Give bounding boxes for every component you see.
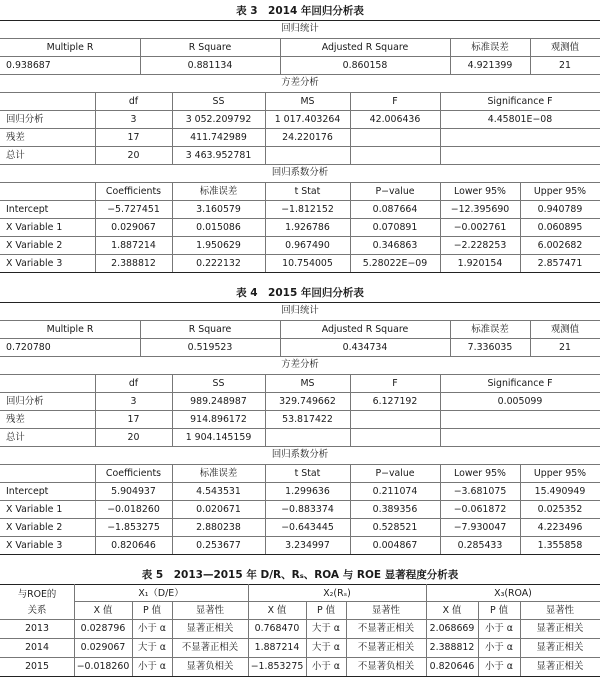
column-rule bbox=[95, 374, 96, 446]
table-cell: 0.070891 bbox=[372, 222, 418, 233]
table-cell: t Stat bbox=[294, 468, 321, 479]
table-cell: P 值 bbox=[316, 605, 335, 616]
column-rule bbox=[172, 464, 173, 554]
rule-line bbox=[0, 38, 600, 39]
rule-line bbox=[0, 92, 600, 93]
table-cell: Intercept bbox=[6, 204, 49, 215]
column-rule bbox=[350, 182, 351, 272]
column-rule bbox=[440, 182, 441, 272]
table-cell: 0.938687 bbox=[6, 60, 51, 71]
table-cell: 5.28022E−09 bbox=[362, 258, 428, 269]
table-cell: X Variable 2 bbox=[6, 522, 63, 533]
rule-line bbox=[0, 374, 600, 375]
column-rule bbox=[350, 464, 351, 554]
table-cell: Lower 95% bbox=[454, 186, 506, 197]
rule-line bbox=[0, 392, 600, 393]
table-cell: −0.883374 bbox=[281, 504, 334, 515]
table-cell: 小于 α bbox=[312, 661, 340, 672]
table-cell: 1.887214 bbox=[254, 642, 300, 653]
table-cell: 21 bbox=[559, 342, 571, 353]
table-cell: df bbox=[128, 378, 139, 389]
table-cell: Adjusted R Square bbox=[321, 324, 409, 335]
table-cell: 21 bbox=[559, 60, 571, 71]
table-cell: 0.346863 bbox=[372, 240, 418, 251]
table-caption: 表 4 2015 年回归分析表 bbox=[236, 287, 364, 299]
table-cell: 15.490949 bbox=[534, 486, 586, 497]
table-cell: 1.920154 bbox=[457, 258, 503, 269]
table-cell: SS bbox=[212, 378, 225, 389]
rule-line bbox=[0, 446, 600, 447]
section-title: 方差分析 bbox=[281, 359, 319, 370]
table-cell: Significance F bbox=[487, 378, 553, 389]
table-cell: 24.220176 bbox=[282, 132, 333, 143]
table-cell: Significance F bbox=[487, 96, 553, 107]
table-caption: 表 5 2013—2015 年 D/R、Rₛ、ROA 与 ROE 显著程度分析表 bbox=[141, 569, 459, 581]
table-cell: t Stat bbox=[294, 186, 321, 197]
section-title: 回归系数分析 bbox=[271, 449, 329, 460]
table-cell: 17 bbox=[127, 132, 140, 143]
table-cell: X Variable 3 bbox=[6, 540, 63, 551]
rule-line bbox=[0, 584, 600, 585]
table-cell: 1.926786 bbox=[285, 222, 330, 233]
table-cell: X Variable 1 bbox=[6, 504, 63, 515]
column-rule bbox=[478, 601, 479, 676]
table-cell: 0.285433 bbox=[457, 540, 503, 551]
table-cell: 4.223496 bbox=[537, 522, 583, 533]
table-cell: 2.068669 bbox=[429, 623, 475, 634]
table-cell: X₃(ROA) bbox=[494, 588, 532, 599]
rule-line bbox=[0, 200, 600, 201]
column-rule bbox=[426, 584, 427, 676]
table-cell: 1 017.403264 bbox=[274, 114, 341, 125]
table-cell: 0.029067 bbox=[111, 222, 156, 233]
table-cell: 0.434734 bbox=[342, 342, 388, 353]
table-cell: 观测值 bbox=[550, 42, 580, 53]
column-rule bbox=[350, 92, 351, 164]
table-cell: df bbox=[128, 96, 139, 107]
table-cell: 不显著正相关 bbox=[181, 642, 239, 653]
table-cell: Multiple R bbox=[46, 324, 94, 335]
table-cell: 3.234997 bbox=[285, 540, 330, 551]
rule-line bbox=[0, 56, 600, 57]
column-rule bbox=[280, 320, 281, 356]
table-cell: P 值 bbox=[489, 605, 508, 616]
column-rule bbox=[530, 38, 531, 74]
table-cell: 回归分析 bbox=[6, 396, 44, 407]
table-cell: X₁（D/E） bbox=[138, 588, 184, 599]
rule-line bbox=[0, 676, 600, 677]
table-cell: 3 463.952781 bbox=[185, 150, 252, 161]
table-cell: 0.060895 bbox=[537, 222, 583, 233]
table-cell: 0.967490 bbox=[285, 240, 330, 251]
table-cell: 20 bbox=[127, 432, 140, 443]
section-title: 方差分析 bbox=[281, 77, 319, 88]
table-cell: 2.388812 bbox=[111, 258, 156, 269]
table-cell: 0.025352 bbox=[537, 504, 583, 515]
table-cell: SS bbox=[212, 96, 225, 107]
column-rule bbox=[74, 584, 75, 676]
column-rule bbox=[95, 464, 96, 554]
column-rule bbox=[172, 182, 173, 272]
table-cell: 17 bbox=[127, 414, 140, 425]
table-cell: 2014 bbox=[25, 642, 49, 653]
column-rule bbox=[350, 374, 351, 446]
column-rule bbox=[520, 182, 521, 272]
table-cell: −2.228253 bbox=[453, 240, 507, 251]
table-cell: 0.005099 bbox=[497, 396, 543, 407]
column-rule bbox=[172, 374, 173, 446]
table-cell: 0.881134 bbox=[187, 60, 233, 71]
table-cell: 小于 α bbox=[138, 623, 166, 634]
rule-line bbox=[0, 182, 600, 183]
table-cell: X Variable 2 bbox=[6, 240, 63, 251]
table-cell: 4.543531 bbox=[196, 486, 241, 497]
column-rule bbox=[265, 374, 266, 446]
column-rule bbox=[450, 38, 451, 74]
table-cell: MS bbox=[300, 378, 315, 389]
table-cell: 残差 bbox=[6, 132, 25, 143]
table-cell: 989.248987 bbox=[190, 396, 247, 407]
table-cell: 7.336035 bbox=[467, 342, 513, 353]
table-cell: −3.681075 bbox=[453, 486, 507, 497]
table-cell: 411.742989 bbox=[190, 132, 247, 143]
table-caption: 表 3 2014 年回归分析表 bbox=[236, 5, 364, 17]
table-cell: Upper 95% bbox=[533, 468, 587, 479]
table-cell: X 值 bbox=[442, 605, 462, 616]
table-cell: 1.355858 bbox=[537, 540, 583, 551]
table-cell: R Square bbox=[188, 42, 232, 53]
table-cell: 2013 bbox=[25, 623, 49, 634]
table-cell: 2.880238 bbox=[196, 522, 241, 533]
table-cell: 总计 bbox=[6, 432, 25, 443]
table-cell: 42.006436 bbox=[369, 114, 421, 125]
table-cell: Intercept bbox=[6, 486, 49, 497]
rule-line bbox=[0, 619, 600, 620]
table-cell: X 值 bbox=[267, 605, 287, 616]
table-cell: 2.388812 bbox=[429, 642, 475, 653]
rule-line bbox=[0, 74, 600, 75]
column-rule bbox=[248, 584, 249, 676]
table-cell: 显著正相关 bbox=[536, 642, 584, 653]
table-cell: −0.018260 bbox=[107, 504, 160, 515]
table-cell: −0.018260 bbox=[76, 661, 130, 672]
table-cell: 3 bbox=[130, 114, 137, 125]
table-cell: 标准误差 bbox=[471, 42, 509, 53]
table-cell: F bbox=[392, 378, 398, 389]
table-cell: −0.643445 bbox=[281, 522, 334, 533]
column-rule bbox=[450, 320, 451, 356]
table-cell: 显著性 bbox=[371, 605, 401, 616]
rule-line bbox=[0, 518, 600, 519]
section-title: 回归系数分析 bbox=[271, 167, 329, 178]
table-cell: Coefficients bbox=[105, 468, 162, 479]
table-cell: 6.127192 bbox=[372, 396, 418, 407]
column-rule bbox=[346, 601, 347, 676]
table-cell: X Variable 3 bbox=[6, 258, 63, 269]
table-cell: 0.940789 bbox=[537, 204, 583, 215]
column-rule bbox=[140, 320, 141, 356]
table-cell: 大于 α bbox=[312, 642, 340, 653]
rule-line bbox=[0, 20, 600, 21]
table-cell: 0.028796 bbox=[80, 623, 126, 634]
table-cell: Upper 95% bbox=[533, 186, 587, 197]
table-cell: 1.887214 bbox=[111, 240, 156, 251]
table-cell: 0.087664 bbox=[372, 204, 418, 215]
table-cell: 3 052.209792 bbox=[185, 114, 252, 125]
table-cell: 329.749662 bbox=[279, 396, 336, 407]
table-cell: 0.029067 bbox=[80, 642, 126, 653]
table-cell: 0.820646 bbox=[111, 540, 156, 551]
table-cell: −5.727451 bbox=[107, 204, 160, 215]
table-cell: 小于 α bbox=[485, 661, 513, 672]
table-cell: 3.160579 bbox=[196, 204, 241, 215]
rule-line bbox=[0, 110, 600, 111]
table-cell: MS bbox=[300, 96, 315, 107]
column-rule bbox=[132, 601, 133, 676]
column-rule bbox=[440, 374, 441, 446]
table-cell: 2.857471 bbox=[537, 258, 583, 269]
table-cell: 标准误差 bbox=[199, 468, 238, 479]
table-cell: 10.754005 bbox=[282, 258, 333, 269]
column-rule bbox=[265, 464, 266, 554]
column-rule bbox=[140, 38, 141, 74]
rule-line bbox=[0, 536, 600, 537]
table-cell: 0.720780 bbox=[6, 342, 51, 353]
table-cell: 6.002682 bbox=[537, 240, 583, 251]
rule-line bbox=[0, 554, 600, 555]
column-rule bbox=[440, 464, 441, 554]
rule-line bbox=[0, 218, 600, 219]
table-cell: 20 bbox=[127, 150, 140, 161]
table-cell: Lower 95% bbox=[454, 468, 506, 479]
table-cell: 回归分析 bbox=[6, 114, 44, 125]
section-title: 回归统计 bbox=[281, 23, 319, 34]
table-cell: Multiple R bbox=[46, 42, 94, 53]
table-cell: 1 904.145159 bbox=[185, 432, 252, 443]
table-cell: −1.853275 bbox=[107, 522, 160, 533]
table-cell: −0.061872 bbox=[453, 504, 507, 515]
table-cell: 显著性 bbox=[195, 605, 225, 616]
table-cell: 3 bbox=[130, 396, 137, 407]
rule-line bbox=[0, 254, 600, 255]
table-cell: 大于 α bbox=[138, 642, 166, 653]
table-cell: 0.768470 bbox=[254, 623, 300, 634]
table-cell: 小于 α bbox=[485, 623, 513, 634]
rule-line bbox=[0, 128, 600, 129]
table-cell: 5.904937 bbox=[111, 486, 156, 497]
table-cell: 0.015086 bbox=[196, 222, 241, 233]
rule-line bbox=[0, 338, 600, 339]
table-cell: X Variable 1 bbox=[6, 222, 63, 233]
table-cell: −1.853275 bbox=[250, 661, 304, 672]
rule-line bbox=[0, 272, 600, 273]
rule-line bbox=[0, 146, 600, 147]
column-rule bbox=[95, 92, 96, 164]
table-cell: 0.528521 bbox=[372, 522, 418, 533]
table-cell: 显著负相关 bbox=[186, 661, 234, 672]
rule-line bbox=[0, 464, 600, 465]
rule-line bbox=[0, 500, 600, 501]
table-cell: 0.253677 bbox=[196, 540, 241, 551]
column-rule bbox=[172, 92, 173, 164]
column-rule bbox=[520, 601, 521, 676]
table-cell: X₂(Rₛ) bbox=[323, 588, 351, 599]
column-rule bbox=[306, 601, 307, 676]
table-cell: 显著性 bbox=[545, 605, 575, 616]
rule-line bbox=[0, 356, 600, 357]
column-rule bbox=[520, 464, 521, 554]
table-cell: 0.222132 bbox=[196, 258, 241, 269]
table-cell: 4.45801E−08 bbox=[487, 114, 553, 125]
rule-line bbox=[0, 164, 600, 165]
table-cell: 小于 α bbox=[485, 642, 513, 653]
row-header: 关系 bbox=[27, 605, 47, 616]
table-cell: 0.389356 bbox=[372, 504, 418, 515]
table-cell: 总计 bbox=[6, 150, 25, 161]
column-rule bbox=[172, 601, 173, 676]
table-cell: 0.004867 bbox=[372, 540, 418, 551]
table-cell: 0.211074 bbox=[372, 486, 418, 497]
column-rule bbox=[280, 38, 281, 74]
rule-line bbox=[0, 482, 600, 483]
column-rule bbox=[265, 182, 266, 272]
section-title: 回归统计 bbox=[281, 305, 319, 316]
table-cell: −0.002761 bbox=[453, 222, 507, 233]
rule-line bbox=[0, 657, 600, 658]
table-cell: −1.812152 bbox=[281, 204, 334, 215]
rule-line bbox=[0, 428, 600, 429]
table-cell: Coefficients bbox=[105, 186, 162, 197]
table-cell: P 值 bbox=[142, 605, 161, 616]
table-cell: 0.519523 bbox=[187, 342, 233, 353]
rule-line bbox=[0, 638, 600, 639]
table-cell: R Square bbox=[188, 324, 232, 335]
table-cell: X 值 bbox=[93, 605, 113, 616]
table-cell: 标准误差 bbox=[471, 324, 509, 335]
table-cell: 1.950629 bbox=[196, 240, 241, 251]
table-cell: 不显著正相关 bbox=[357, 623, 415, 634]
table-cell: 观测值 bbox=[550, 324, 580, 335]
table-cell: 53.817422 bbox=[282, 414, 333, 425]
table-cell: 大于 α bbox=[312, 623, 340, 634]
table-cell: 小于 α bbox=[138, 661, 166, 672]
table-cell: 显著正相关 bbox=[536, 623, 584, 634]
table-cell: 1.299636 bbox=[285, 486, 330, 497]
table-cell: Adjusted R Square bbox=[321, 42, 409, 53]
column-rule bbox=[95, 182, 96, 272]
table-cell: 2015 bbox=[25, 661, 49, 672]
column-rule bbox=[440, 92, 441, 164]
table-cell: 标准误差 bbox=[199, 186, 238, 197]
table-cell: P−value bbox=[375, 186, 415, 197]
table-cell: 不显著正相关 bbox=[357, 642, 415, 653]
table-cell: 显著正相关 bbox=[186, 623, 234, 634]
table-cell: 0.860158 bbox=[342, 60, 388, 71]
table-cell: 914.896172 bbox=[190, 414, 247, 425]
table-cell: 残差 bbox=[6, 414, 25, 425]
table-cell: 0.020671 bbox=[196, 504, 241, 515]
rule-line bbox=[74, 601, 600, 602]
table-cell: −12.395690 bbox=[450, 204, 510, 215]
column-rule bbox=[530, 320, 531, 356]
table-cell: 4.921399 bbox=[467, 60, 513, 71]
table-cell: 不显著负相关 bbox=[357, 661, 415, 672]
rule-line bbox=[0, 236, 600, 237]
column-rule bbox=[265, 92, 266, 164]
rule-line bbox=[0, 302, 600, 303]
row-header: 与ROE的 bbox=[17, 589, 57, 600]
rule-line bbox=[0, 410, 600, 411]
rule-line bbox=[0, 320, 600, 321]
table-cell: F bbox=[392, 96, 398, 107]
table-cell: 0.820646 bbox=[429, 661, 475, 672]
table-cell: −7.930047 bbox=[453, 522, 507, 533]
table-cell: P−value bbox=[375, 468, 415, 479]
table-cell: 显著正相关 bbox=[536, 661, 584, 672]
